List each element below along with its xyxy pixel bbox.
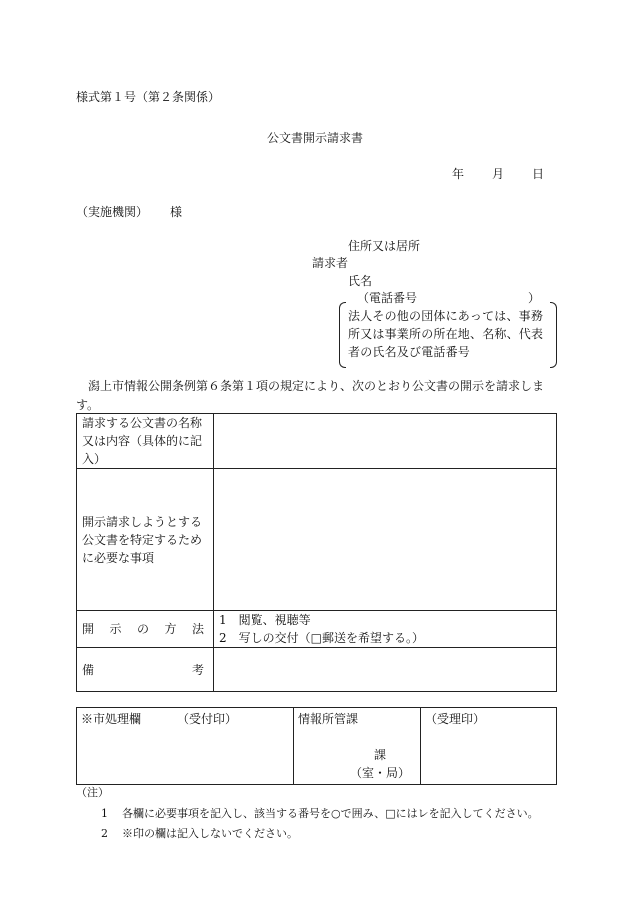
requester-label: 請求者 xyxy=(312,256,349,270)
date-day-label: 日 xyxy=(531,167,544,181)
phone-label: （電話番号 xyxy=(357,291,418,305)
received-stamp-label: （受付印） xyxy=(173,708,294,785)
method-label-char: 示 xyxy=(109,622,122,636)
corporation-note: 法人その他の団体にあっては、事務所又は事業所の所在地、名称、代表者の氏名及び電話番号 xyxy=(348,309,544,359)
remarks-field[interactable] xyxy=(214,648,557,692)
brace-left xyxy=(339,302,346,368)
identifying-info-label: 開示請求しようとする公文書を特定するために必要な事項 xyxy=(77,469,214,611)
table-row xyxy=(77,648,557,692)
identifying-info-field[interactable] xyxy=(214,469,557,611)
method-label xyxy=(77,611,214,648)
addressee-label: （実施機関） xyxy=(76,205,149,219)
intro-paragraph: 潟上市情報公開条例第６条第１項の規定により、次のとおり公文書の開示を請求します。 xyxy=(76,379,545,412)
method-label-char: 開 xyxy=(82,622,95,636)
phone-close-paren: ） xyxy=(527,291,540,305)
table-row xyxy=(77,414,557,469)
honorific: 様 xyxy=(170,205,183,219)
section-suffix: 課 xyxy=(373,748,386,762)
method-options xyxy=(214,611,557,648)
table-row xyxy=(77,611,557,648)
form-number: 様式第１号（第２条関係） xyxy=(76,90,221,104)
remarks-label xyxy=(77,648,214,692)
method-option-inspection[interactable]: 1 閲覧、視聴等 xyxy=(219,613,311,627)
document-name-label: 請求する公文書の名称又は内容（具体的に記入） xyxy=(77,414,214,469)
room-bureau-label: （室・局） xyxy=(349,766,410,780)
method-label-char: 法 xyxy=(191,622,204,636)
document-name-field[interactable] xyxy=(214,414,557,469)
document-title: 公文書開示請求書 xyxy=(266,131,363,145)
info-section-cell xyxy=(294,708,421,785)
date-line xyxy=(452,165,544,182)
date-month-label: 月 xyxy=(491,167,504,181)
addressee-line xyxy=(76,203,182,220)
request-table xyxy=(76,413,557,692)
table-row xyxy=(77,469,557,611)
table-row xyxy=(77,708,557,785)
city-processing-label: ※市処理欄 xyxy=(77,708,174,785)
accepted-stamp-label: （受理印） xyxy=(421,708,557,785)
method-label-char: 方 xyxy=(164,622,177,636)
note-text: 各欄に必要事項を記入し、該当する番号を○で囲み、□にはレを記入してください。 xyxy=(122,807,539,820)
method-label-char: の xyxy=(136,622,149,636)
date-year-label: 年 xyxy=(452,167,465,181)
info-section-label: 情報所管課 xyxy=(298,712,359,726)
notes-heading: （注） xyxy=(76,786,109,799)
remarks-label-char: 備 xyxy=(82,662,95,677)
note-number: 1 xyxy=(101,807,108,820)
office-use-table xyxy=(76,707,557,785)
phone-line xyxy=(357,289,540,306)
name-label: 氏名 xyxy=(348,274,373,288)
remarks-label-char: 考 xyxy=(191,662,204,677)
method-option-copy[interactable]: 2 写しの交付（□郵送を希望する。） xyxy=(219,631,424,645)
note-number: 2 xyxy=(101,827,108,840)
note-item xyxy=(101,805,539,821)
note-item xyxy=(101,825,298,841)
note-text: ※印の欄は記入しないでください。 xyxy=(122,827,298,840)
address-label: 住所又は居所 xyxy=(348,239,421,253)
